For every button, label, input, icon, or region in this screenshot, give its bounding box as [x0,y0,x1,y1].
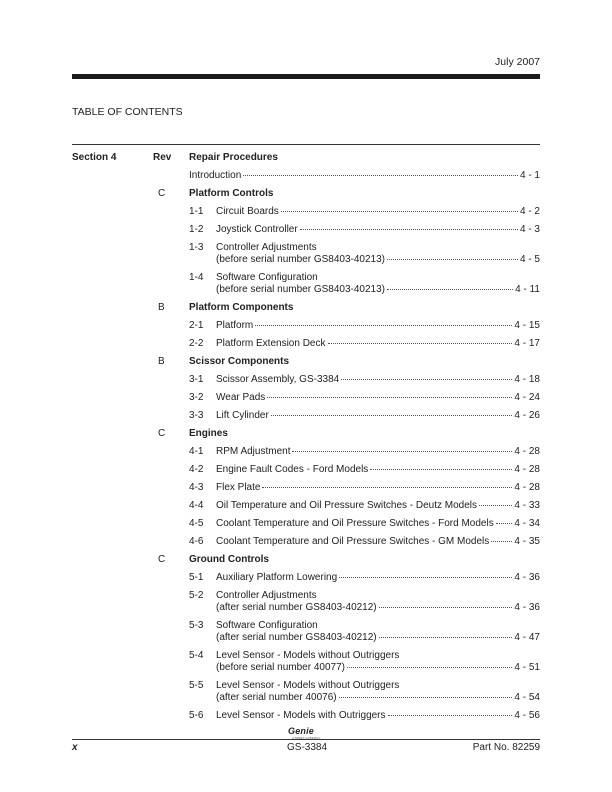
toc-entry-title[interactable] [216,590,540,614]
dot-leader [496,523,513,524]
toc-page-number: 4 - 18 [514,374,540,385]
dot-leader [262,487,512,488]
dot-leader [281,211,518,212]
toc-page-number: 4 - 15 [514,320,540,331]
toc-entry-text: Circuit Boards [216,206,279,217]
toc-entry-title[interactable] [216,446,540,458]
toc-entry-title[interactable] [216,500,540,512]
toc-entry-text: RPM Adjustment [216,446,291,457]
rev-code: C [158,188,166,199]
toc-entry-text: (before serial number 40077) [216,662,345,673]
dot-leader [347,667,512,668]
dot-leader [271,415,513,416]
toc-group-title: Engines [189,428,228,439]
dot-leader [255,325,512,326]
toc-entry-text: Flex Plate [216,482,261,493]
toc-entry-number: 2-2 [189,338,204,349]
toc-page-number: 4 - 17 [514,338,540,349]
toc-entry-title[interactable] [216,374,540,386]
toc-entry-title[interactable] [216,410,540,422]
dot-leader [388,715,513,716]
toc-entry-title[interactable] [216,320,540,332]
toc-entry-number: 3-3 [189,410,204,421]
toc-group-title: Scissor Components [189,356,290,367]
toc-entry-number: 5-1 [189,572,204,583]
rev-code: B [158,356,165,367]
dot-leader [479,505,512,506]
dot-leader [379,637,513,638]
toc-page-number: 4 - 34 [514,518,540,529]
rev-column-label: Rev [153,152,172,163]
toc-page-number: 4 - 28 [514,446,540,457]
toc-entry-number: 5-4 [189,650,204,661]
toc-entry-title[interactable] [216,710,540,722]
toc-entry-number: 4-4 [189,500,204,511]
toc-page-number: 4 - 26 [514,410,540,421]
toc-entry-text: Engine Fault Codes - Ford Models [216,464,369,475]
toc-entry-number: 1-3 [189,242,204,253]
toc-entry-number: 2-1 [189,320,204,331]
toc-title: TABLE OF CONTENTS [72,106,183,118]
toc-entry-text: Platform Extension Deck [216,338,326,349]
toc-entry-number: 5-5 [189,680,204,691]
footer-rule [72,739,540,740]
toc-entry-number: 4-1 [189,446,204,457]
toc-page-number: 4 - 51 [514,662,540,673]
toc-entry-title[interactable] [216,482,540,494]
toc-entry-text: Auxiliary Platform Lowering [216,572,338,583]
dot-leader [243,175,518,176]
header-date: July 2007 [495,56,540,68]
toc-page-number: 4 - 1 [519,170,540,181]
dot-leader [379,607,513,608]
dot-leader [341,379,512,380]
genie-logo: Genie [288,726,315,736]
toc-entry-number: 4-2 [189,464,204,475]
toc-page-number: 4 - 35 [514,536,540,547]
toc-entry-text: Level Sensor - Models without Outriggers [216,680,400,691]
toc-entry-title[interactable] [216,206,540,218]
toc-entry-number: 5-6 [189,710,204,721]
toc-group-title: Platform Components [189,302,294,313]
toc-entry-title[interactable] [216,392,540,404]
toc-entry-number: 3-2 [189,392,204,403]
toc-page-number: 4 - 47 [514,632,540,643]
toc-entry-text: (after serial number 40076) [216,692,337,703]
toc-entry-title[interactable] [189,170,540,182]
toc-page-number: 4 - 54 [514,692,540,703]
toc-entry-text: Level Sensor - Models with Outriggers [216,710,386,721]
toc-entry-title[interactable] [216,242,540,266]
toc-page-number: 4 - 3 [519,224,540,235]
genie-logo-subtext: A TEREX COMPANY [292,736,321,740]
toc-entry-number: 4-3 [189,482,204,493]
toc-entry-text: (before serial number GS8403-40213) [216,284,385,295]
section-label: Section 4 [72,152,117,163]
dot-leader [292,451,512,452]
footer-model: GS-3384 [287,742,328,753]
toc-entry-text: Platform [216,320,254,331]
toc-entry-text: Scissor Assembly, GS-3384 [216,374,340,385]
toc-entry-number: 5-3 [189,620,204,631]
dot-leader [339,577,512,578]
toc-entry-text: Oil Temperature and Oil Pressure Switches - Deutz Models [216,500,478,511]
toc-entry-title[interactable] [216,572,540,584]
toc-entry-number: 4-6 [189,536,204,547]
toc-entry-text: Introduction [189,170,242,181]
toc-entry-title[interactable] [216,620,540,644]
toc-entry-title[interactable] [216,224,540,236]
toc-entry-number: 1-1 [189,206,204,217]
toc-page-number: 4 - 36 [514,602,540,613]
toc-entry-text: Lift Cylinder [216,410,269,421]
toc-entry-title[interactable] [216,536,540,548]
toc-page-number: 4 - 33 [514,500,540,511]
toc-page-number: 4 - 28 [514,482,540,493]
dot-leader [300,229,518,230]
dot-leader [328,343,513,344]
header-rule [72,74,540,79]
toc-entry-number: 1-4 [189,272,204,283]
toc-entry-text: Level Sensor - Models without Outriggers [216,650,400,661]
toc-entry-title[interactable] [216,650,540,674]
toc-page-number: 4 - 2 [519,206,540,217]
toc-page-number: 4 - 56 [514,710,540,721]
dot-leader [387,289,513,290]
toc-entry-number: 3-1 [189,374,204,385]
dot-leader [339,697,513,698]
toc-group-title: Platform Controls [189,188,274,199]
toc-entry-number: 4-5 [189,518,204,529]
toc-entry-title[interactable] [216,338,540,350]
toc-entry-title[interactable] [216,272,540,296]
dot-leader [267,397,512,398]
toc-entry-text: (after serial number GS8403-40212) [216,632,377,643]
toc-entry-text: Software Configuration [216,620,318,631]
toc-entry-text: Coolant Temperature and Oil Pressure Switches - Ford Models [216,518,494,529]
toc-page-number: 4 - 36 [514,572,540,583]
toc-entry-text: Joystick Controller [216,224,298,235]
toc-entry-title[interactable] [216,518,540,530]
toc-entry-text: Controller Adjustments [216,242,317,253]
toc-entry-number: 5-2 [189,590,204,601]
rev-code: C [158,554,166,565]
toc-entry-text: Controller Adjustments [216,590,317,601]
toc-page-number: 4 - 24 [514,392,540,403]
toc-page-number: 4 - 28 [514,464,540,475]
dot-leader [491,541,512,542]
dot-leader [370,469,512,470]
toc-divider [72,144,540,145]
toc-entry-text: Wear Pads [216,392,266,403]
toc-entry-text: (after serial number GS8403-40212) [216,602,377,613]
footer-page-label: x [72,742,78,753]
toc-page-number: 4 - 5 [519,254,540,265]
dot-leader [387,259,518,260]
toc-entry-title[interactable] [216,464,540,476]
toc-entry-number: 1-2 [189,224,204,235]
footer-part-number: Part No. 82259 [472,742,540,753]
rev-code: C [158,428,166,439]
toc-entry-text: (before serial number GS8403-40213) [216,254,385,265]
toc-entry-text: Software Configuration [216,272,318,283]
toc-group-title: Ground Controls [189,554,269,565]
toc-entry-text: Coolant Temperature and Oil Pressure Switches - GM Models [216,536,490,547]
toc-group-title: Repair Procedures [189,152,278,163]
toc-entry-title[interactable] [216,680,540,704]
toc-page-number: 4 - 11 [515,284,540,295]
rev-code: B [158,302,165,313]
